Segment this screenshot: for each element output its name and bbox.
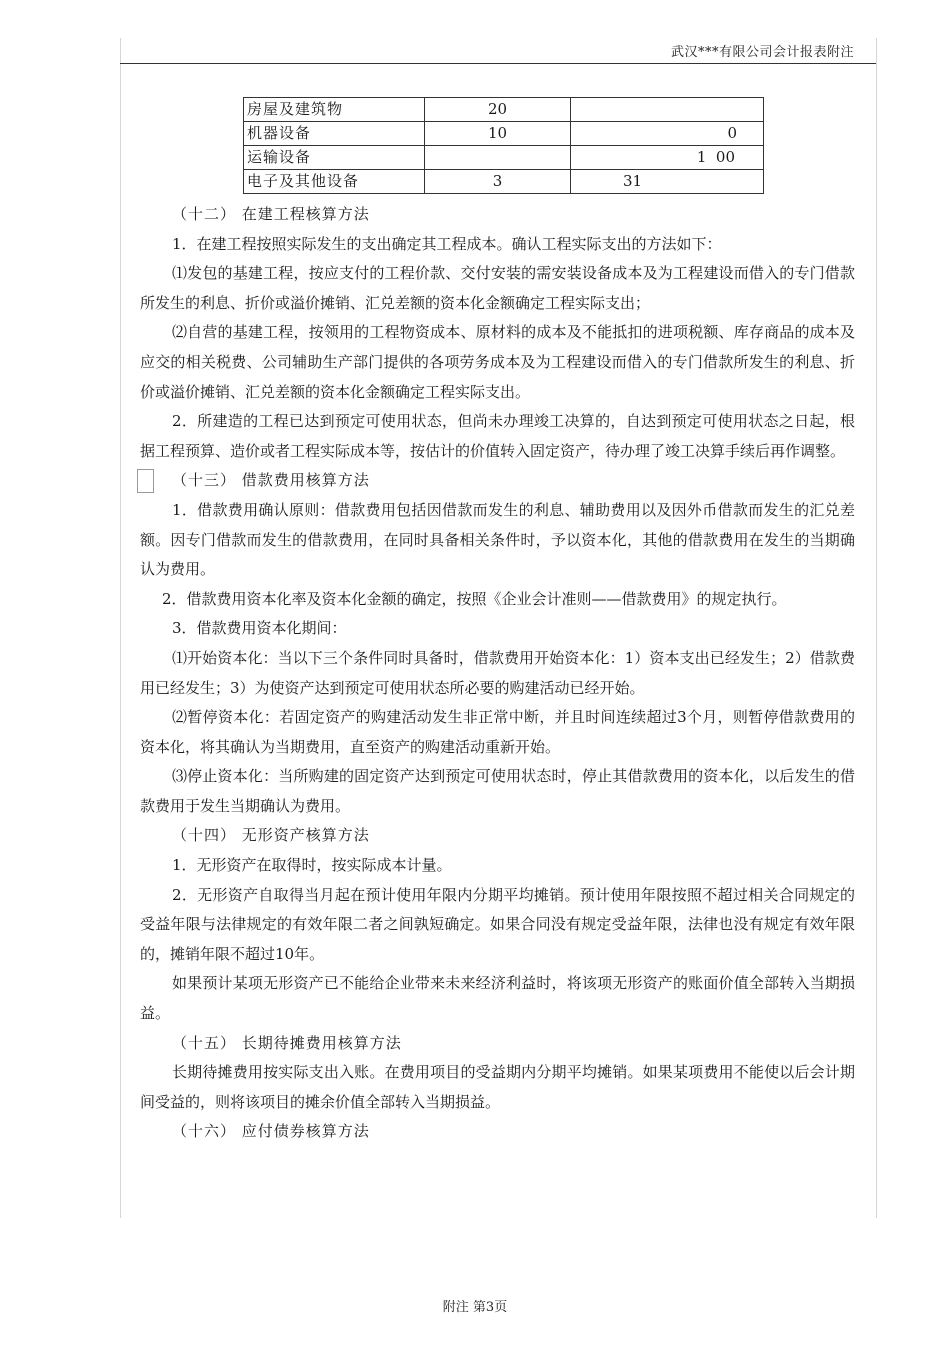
section-heading: （十二） 在建工程核算方法: [172, 205, 370, 223]
table-cell: 机器设备: [244, 122, 425, 146]
section-heading: （十三） 借款费用核算方法: [140, 466, 855, 496]
page-header-title: 武汉***有限公司会计报表附注: [670, 45, 854, 60]
table-row: [244, 170, 764, 194]
paragraph: ⑵暂停资本化：若固定资产的购建活动发生非正常中断，并且时间连续超过3个月，则暂停借款费用的资本化，将其确认为当期费用，直至资产的购建活动重新开始。: [140, 708, 855, 756]
paragraph: ⑴发包的基建工程，按应支付的工程价款、交付安装的需安装设备成本及为工程建设而借入的专门借款所发生的利息、折价或溢价摊销、汇兑差额的资本化金额确定工程实际支出；: [140, 264, 855, 312]
table-cell: [571, 98, 764, 122]
paragraph: 长期待摊费用按实际支出入账。在费用项目的受益期内分期平均摊销。如果某项费用不能使以后会计期间受益的，则将该项目的摊余价值全部转入当期损益。: [140, 1063, 855, 1111]
table-cell: 运输设备: [244, 146, 425, 170]
section-heading: （十四） 无形资产核算方法: [172, 826, 370, 845]
depreciation-table: [243, 97, 764, 194]
paragraph: 如果预计某项无形资产已不能给企业带来未来经济利益时，将该项无形资产的账面价值全部转入当期损益。: [140, 974, 855, 1023]
table-row: [244, 146, 764, 170]
table-row: [244, 98, 764, 122]
table-cell: 3: [425, 170, 571, 194]
section-heading: （十六） 应付债券核算方法: [172, 1122, 370, 1141]
table-cell: 10: [425, 122, 571, 146]
paragraph: 2．借款费用资本化率及资本化金额的确定，按照《企业会计准则——借款费用》的规定执行。: [162, 589, 787, 608]
page-border-left: [120, 38, 121, 1218]
section-heading: （十五） 长期待摊费用核算方法: [172, 1033, 402, 1052]
table-cell: 房屋及建筑物: [244, 98, 425, 122]
paragraph: 1．借款费用确认原则：借款费用包括因借款而发生的利息、辅助费用以及因外币借款而发生的汇兑差额。因专门借款而发生的借款费用，在同时具备相关条件时，予以资本化，其他的借款费用在发生的当期确认为费用。: [140, 500, 855, 579]
paragraph: ⑴开始资本化：当以下三个条件同时具备时，借款费用开始资本化：1）资本支出已经发生；2）借款费用已经发生；3）为使资产达到预定可使用状态所必要的购建活动已经开始。: [140, 648, 855, 697]
table-cell: [425, 146, 571, 170]
paragraph: 3．借款费用资本化期间：: [172, 619, 347, 638]
table-cell: 1 00: [571, 146, 764, 170]
table-cell: 电子及其他设备: [244, 170, 425, 194]
paragraph: ⑵自营的基建工程，按领用的工程物资成本、原材料的成本及不能抵扣的进项税额、库存商品的成本及应交的相关税费、公司辅助生产部门提供的各项劳务成本及为工程建设而借入的专门借款所发生的利息、折价或溢价摊销、汇兑差额的资本化金额确定工程实际支出。: [140, 323, 855, 401]
page-border-right: [876, 38, 877, 1218]
paragraph: 2．无形资产自取得当月起在预计使用年限内分期平均摊销。预计使用年限按照不超过相关合同规定的受益年限与法律规定的有效年限二者之间孰短确定。如果合同没有规定受益年限，法律也没有规定有效年限的，摊销年限不超过10年。: [140, 885, 855, 963]
table-row: [244, 122, 764, 146]
paragraph: ⑶停止资本化：当所购建的固定资产达到预定可使用状态时，停止其借款费用的资本化，以后发生的借款费用于发生当期确认为费用。: [140, 767, 855, 815]
document-body: [140, 200, 855, 1147]
paragraph: 1．在建工程按照实际发生的支出确定其工程成本。确认工程实际支出的方法如下：: [172, 234, 722, 253]
table-cell: 0: [571, 122, 764, 146]
header-rule: [120, 63, 876, 64]
paragraph: 2．所建造的工程已达到预定可使用状态，但尚未办理竣工决算的，自达到预定可使用状态之日起，根据工程预算、造价或者工程实际成本等，按估计的价值转入固定资产，待办理了竣工决算手续后再作调整。: [140, 412, 855, 460]
page-footer: 附注 第3页: [442, 1300, 508, 1315]
table-cell: 31: [571, 170, 764, 194]
table-cell: 20: [425, 98, 571, 122]
paragraph: 1．无形资产在取得时，按实际成本计量。: [172, 856, 452, 875]
